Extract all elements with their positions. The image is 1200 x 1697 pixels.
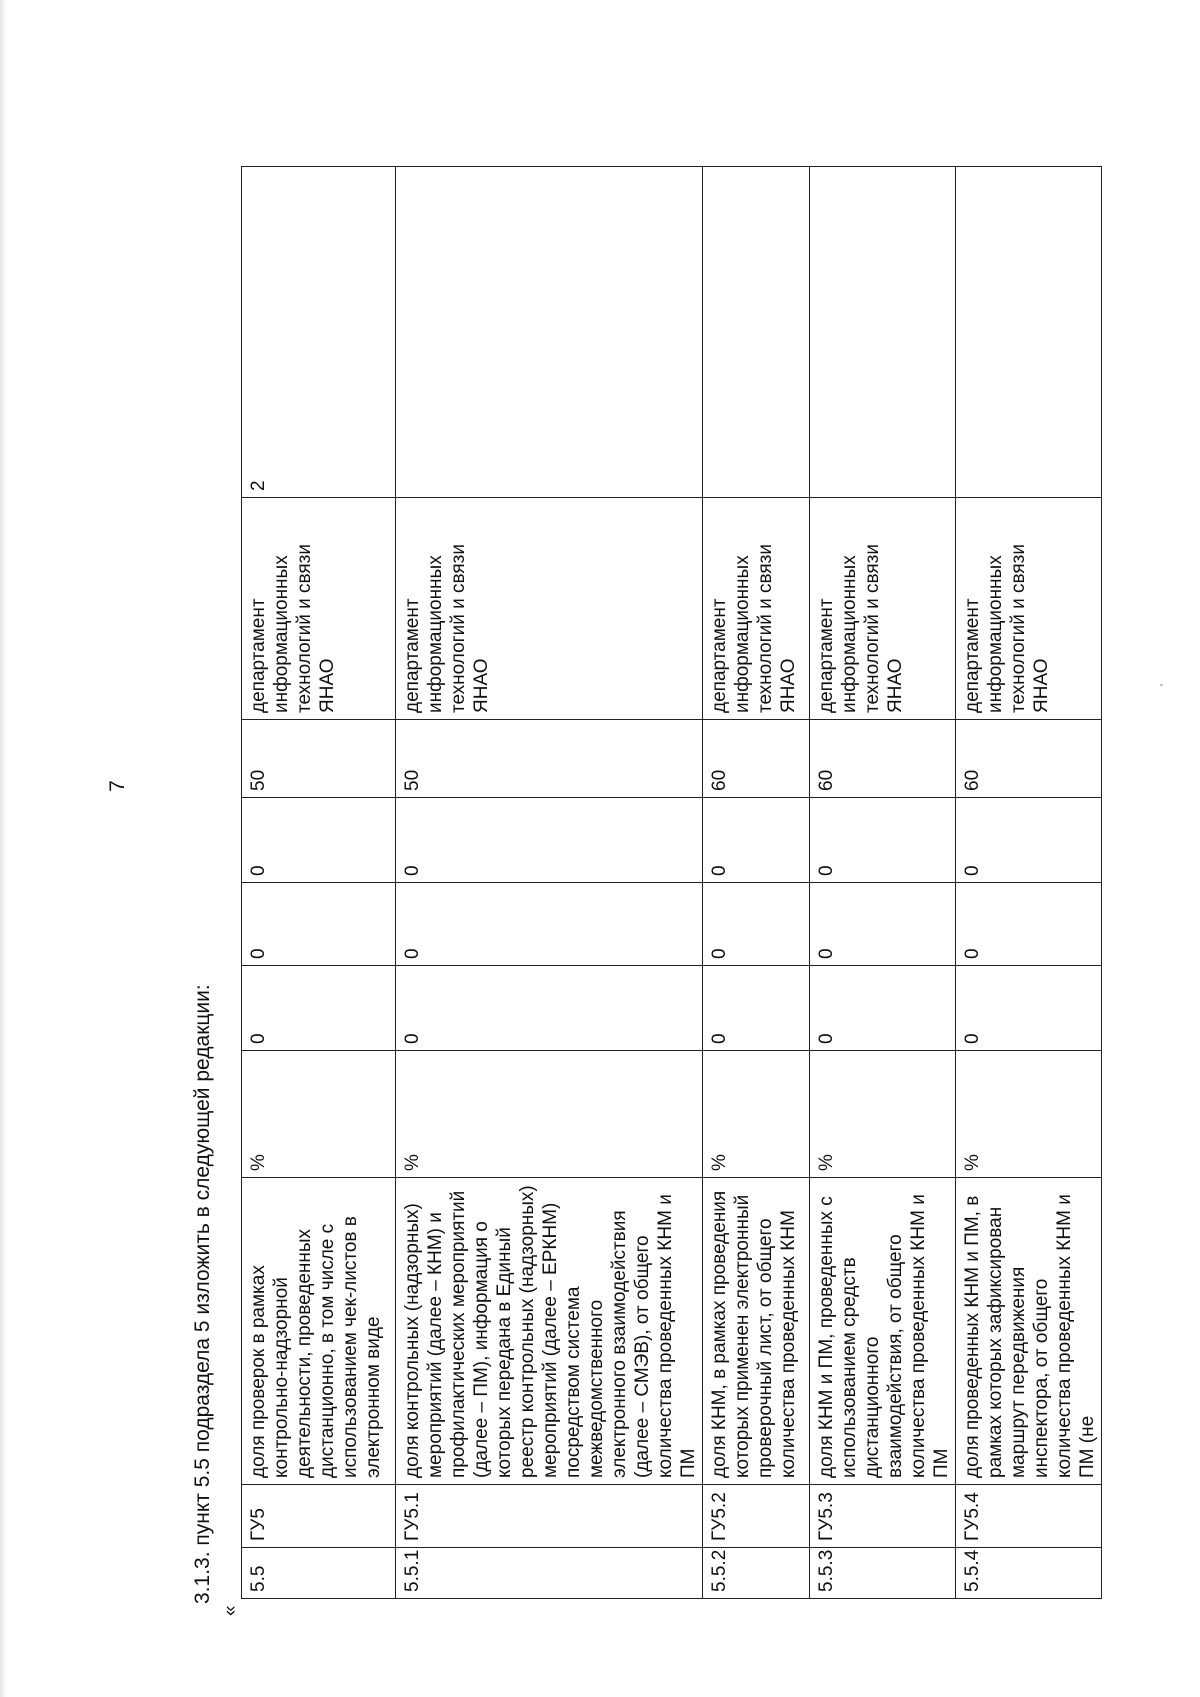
row-value-3: 0 [242,798,396,883]
row-last [810,167,956,498]
row-value-2: 0 [703,883,810,966]
row-value-3: 0 [396,798,703,883]
row-value-1: 0 [956,966,1102,1051]
row-description [956,1178,1102,1485]
row-value-4: 50 [396,720,703,798]
table-row [810,167,956,1599]
row-responsible: департамент информационных технологий и связи ЯНАО [703,498,810,720]
scan-speck [1160,684,1163,686]
opening-quote: « [220,1605,241,1616]
row-unit: % [703,1051,810,1178]
row-number: 5.5 [242,1548,396,1599]
row-description [810,1178,956,1485]
row-number: 5.5.2 [703,1548,810,1599]
row-value-1: 0 [396,966,703,1051]
page-number: 7 [106,780,129,792]
row-value-4: 60 [956,720,1102,798]
row-last [956,167,1102,498]
row-description-text: доля проведенных КНМ и ПМ, в рамках которых зафиксирован маршрут передвижения инспектора, от общего количества проведенных КНМ и ПМ (не [962,1194,1098,1478]
row-value-4: 60 [810,720,956,798]
row-code: ГУ5 [242,1485,396,1548]
row-value-3: 0 [703,798,810,883]
intro-text: 3.1.3. пункт 5.5 подраздела 5 изложить в следующей редакции: [191,984,214,1604]
rotated-page-content [106,167,1098,1616]
row-value-1: 0 [703,966,810,1051]
row-value-2: 0 [396,883,703,966]
row-last [703,167,810,498]
indicators-table [241,166,1102,1599]
row-responsible: департамент информационных технологий и связи ЯНАО [810,498,956,720]
row-description [703,1178,810,1485]
table-row [242,167,396,1599]
row-value-1: 0 [810,966,956,1051]
row-value-4: 50 [242,720,396,798]
row-unit: % [810,1051,956,1178]
row-value-2: 0 [810,883,956,966]
row-responsible: департамент информационных технологий и связи ЯНАО [956,498,1102,720]
row-last [396,167,703,498]
row-description [242,1178,396,1485]
scan-page-edge [0,0,6,1697]
row-description-text: доля контрольных (надзорных) мероприятий (далее – КНМ) и профилактических мероприятий (далее – ПМ), информация о которых передана в Единый реестр контрольных (надзорных) мероприятий (далее – ЕРКНМ) посредством система межведомственного электронного взаимодействия (далее – СМЭВ), от общего количества проведенных КНМ и ПМ [402,1185,699,1478]
row-unit: % [956,1051,1102,1178]
row-number: 5.5.3 [810,1548,956,1599]
row-description-text: доля проверок в рамках контрольно-надзорной деятельности, проведенных дистанционно, в том числе с использованием чек-листов в электронном виде [248,1216,384,1478]
row-description-text: доля КНМ, в рамках проведения которых применен электронный проверочный лист, от общего количества проведенных КНМ [709,1190,799,1478]
row-code: ГУ5.2 [703,1485,810,1548]
row-unit: % [396,1051,703,1178]
row-responsible: департамент информационных технологий и связи ЯНАО [242,498,396,720]
row-responsible: департамент информационных технологий и связи ЯНАО [396,498,703,720]
row-code: ГУ5.3 [810,1485,956,1548]
row-description-text: доля КНМ и ПМ, проведенных с использованием средств дистанционного взаимодействия, от общего количества проведенных КНМ и ПМ [816,1194,952,1478]
row-last: 2 [242,167,396,498]
row-number: 5.5.4 [956,1548,1102,1599]
row-value-4: 60 [703,720,810,798]
table-row [396,167,703,1599]
table-row [956,167,1102,1599]
row-number: 5.5.1 [396,1548,703,1599]
table-row [703,167,810,1599]
row-unit: % [242,1051,396,1178]
row-value-2: 0 [956,883,1102,966]
row-value-2: 0 [242,883,396,966]
row-value-3: 0 [956,798,1102,883]
row-description [396,1178,703,1485]
row-value-3: 0 [810,798,956,883]
row-code: ГУ5.4 [956,1485,1102,1548]
row-code: ГУ5.1 [396,1485,703,1548]
row-value-1: 0 [242,966,396,1051]
